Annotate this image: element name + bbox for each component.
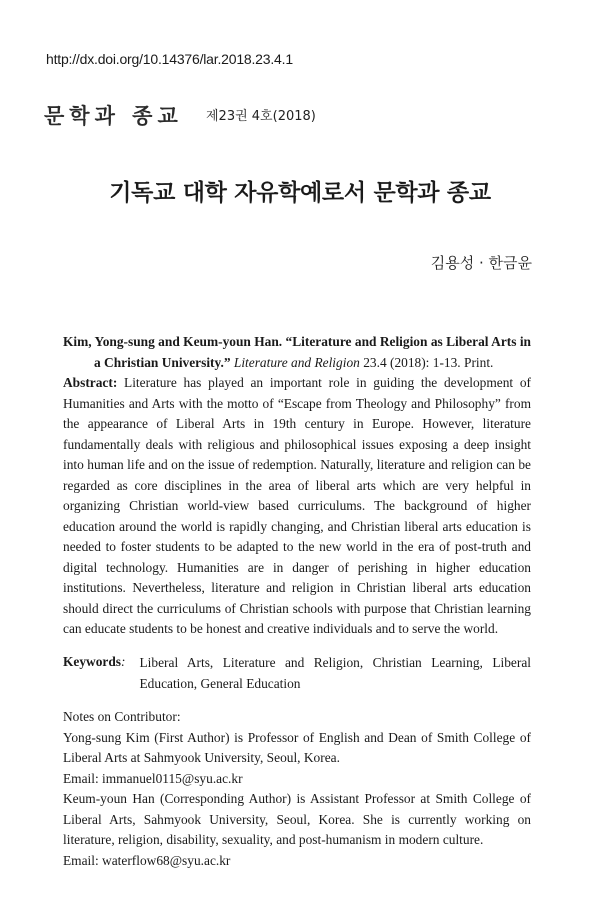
notes-on-contributor <box>63 707 531 871</box>
abstract-text: Literature has played an important role in guiding the development of Humanities and Arts with the motto of “Escape from Theology and Philosophy” from the appearance of Liberal Arts in 19th century in Europe. However, literature fundamentally deals with religious and philosophical issues exposing a deep insight into human life and on the issue of redemption. Naturally, literature and religion can be regarded as core disciplines in the area of liberal arts which are very helpful in organizing Christian world-view based curriculums. The background of higher education around the world is rapidly changing, and Christian liberal arts education is needed to foster students to be adapted to the new world in the era of post-truth and digital technology. Humanities are in danger of perishing in higher education institutions. Nevertheless, literature and religion in Christian liberal arts education should direct the curriculums of Christian schools with purpose that Christian learning can educate students to be honest and creative individuals and to serve the world. <box>63 375 531 636</box>
keywords-block <box>63 652 531 694</box>
citation-journal: Literature and Religion <box>233 354 360 370</box>
authors-korean: 김용성 · 한금윤 <box>430 254 532 272</box>
author2-bio: Keum-youn Han (Corresponding Author) is Assistant Professor at Smith College of Liberal Arts, Sahmyook University, Seoul, Korea. She is currently working on literature, religion, disability, sexuality, and post-humanism in modern culture. <box>63 791 531 847</box>
keywords-label-text: Keywords <box>63 654 122 669</box>
keywords-label <box>63 652 126 694</box>
citation <box>63 332 531 373</box>
notes-heading: Notes on Contributor: <box>63 709 181 724</box>
abstract-label: Abstract: <box>63 375 118 390</box>
citation-details: 23.4 (2018): 1-13. Print. <box>363 354 494 370</box>
journal-logo: 문학과 종교 <box>44 104 183 128</box>
keywords-colon: : <box>121 654 126 669</box>
abstract <box>63 373 531 640</box>
author2-email[interactable]: Email: waterflow68@syu.ac.kr <box>63 852 231 868</box>
author1-bio: Yong-sung Kim (First Author) is Professor of English and Dean of Smith College of Liberal Arts at Sahmyook University, Seoul, Korea. <box>63 729 531 765</box>
citation-article-title: “Literature and Religion as Liberal Arts in a Christian University.” <box>94 334 531 370</box>
doi-link[interactable]: http://dx.doi.org/10.14376/lar.2018.23.4.1 <box>46 51 293 67</box>
paper-title: 기독교 대학 자유학예로서 문학과 종교 <box>109 180 491 206</box>
citation-authors: Kim, Yong-sung and Keum-youn Han. <box>63 334 283 349</box>
journal-issue: 제23권 4호(2018) <box>206 109 316 124</box>
keywords-list: Liberal Arts, Literature and Religion, Christian Learning, Liberal Education, General Education <box>139 655 531 691</box>
citation-abstract-block <box>63 332 531 640</box>
author1-email[interactable]: Email: immanuel0115@syu.ac.kr <box>63 770 243 786</box>
